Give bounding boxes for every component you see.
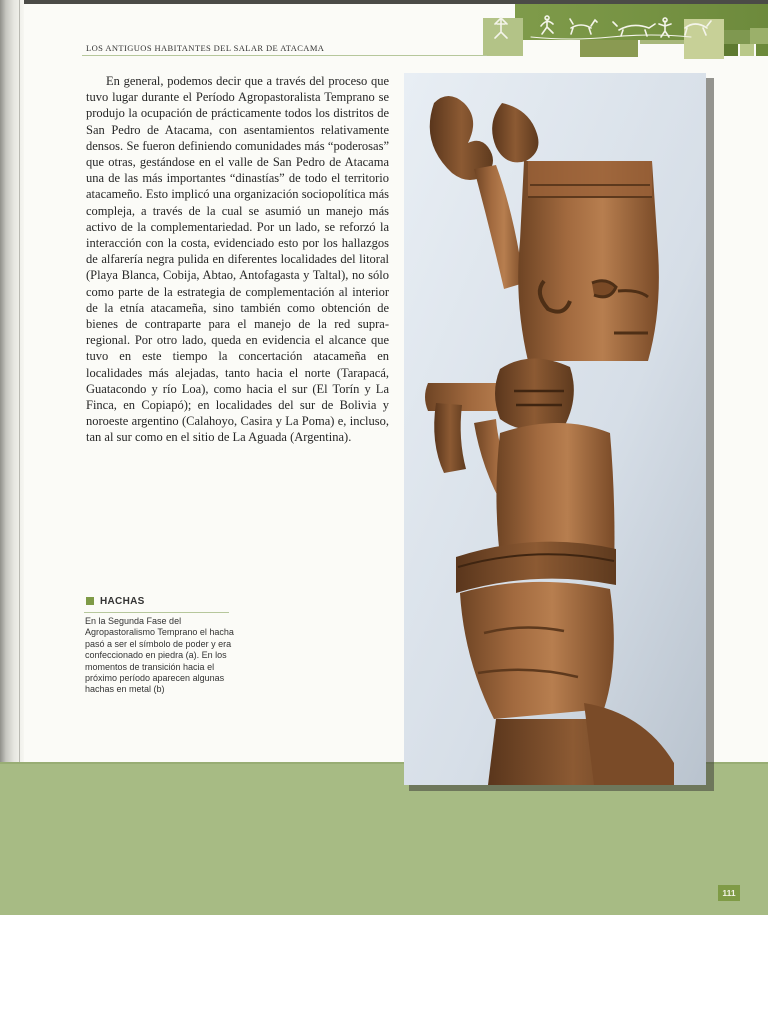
caption-text: En la Segunda Fase del Agropastoralismo Temprano el hacha pasó a ser el símbolo de poder y era confeccionado en piedra (a). En los momentos de transición hacia el próximo período aparecen algunas hachas en metal (b): [85, 616, 234, 695]
header-tile: [724, 44, 738, 56]
header-divider: [82, 55, 487, 56]
page-number: 111: [718, 885, 740, 901]
header-tile: [740, 44, 754, 56]
caption-title: HACHAS: [100, 596, 145, 607]
running-header: LOS ANTIGUOS HABITANTES DEL SALAR DE ATACAMA: [86, 43, 325, 53]
caption-heading: [86, 596, 145, 607]
carved-wooden-figure-photo: [404, 73, 706, 785]
body-paragraph: En general, podemos decir que a través del proceso que tuvo lugar durante el Período Agropastoralista Temprano se produjo la ocupación de prácticamente todos los distritos de San Pedro de Atacama, con asentamientos relativamente densos. Se fueron definiendo comunidades más “poderosas” que otras, gestándose en el valle de San Pedro de Atacama una de las más importantes “dinastías” de todo el territorio atacameño. Esto implicó una organización sociopolítica más compleja, a través de la cual se asumió un manejo más activo de la complementariedad. Por un lado, se reforzó la interacción con la costa, evidenciado esto por los hallazgos de alfarería negra pulida en diferentes localidades del litoral (Playa Blanca, Cobija, Abtao, Antofagasta y Taltal), no sólo como parte de la estrategia de complementación al interior de la etnía atacameña, sino también como obtención de bienes de contraparte para el manejo de la red supra-regional. Por otro lado, queda en evidencia el alcance que tuvo en este tiempo la concertación atacameña en localidades más alejadas, tanto hacia el norte (Tarapacá, Guatacondo y río Loa), como hacia el sur (El Torín y La Finca, en Copiapó); en localidades del sur de Bolivia y noroeste argentino (Calahoyo, Casira y La Poma) e, incluso, tan al sur como en el sitio de La Aguada (Argentina).: [86, 74, 389, 445]
petroglyph-figures-icon: [483, 4, 768, 44]
square-bullet-icon: [86, 597, 94, 605]
header-tile: [756, 44, 768, 56]
caption-divider: [84, 612, 229, 613]
